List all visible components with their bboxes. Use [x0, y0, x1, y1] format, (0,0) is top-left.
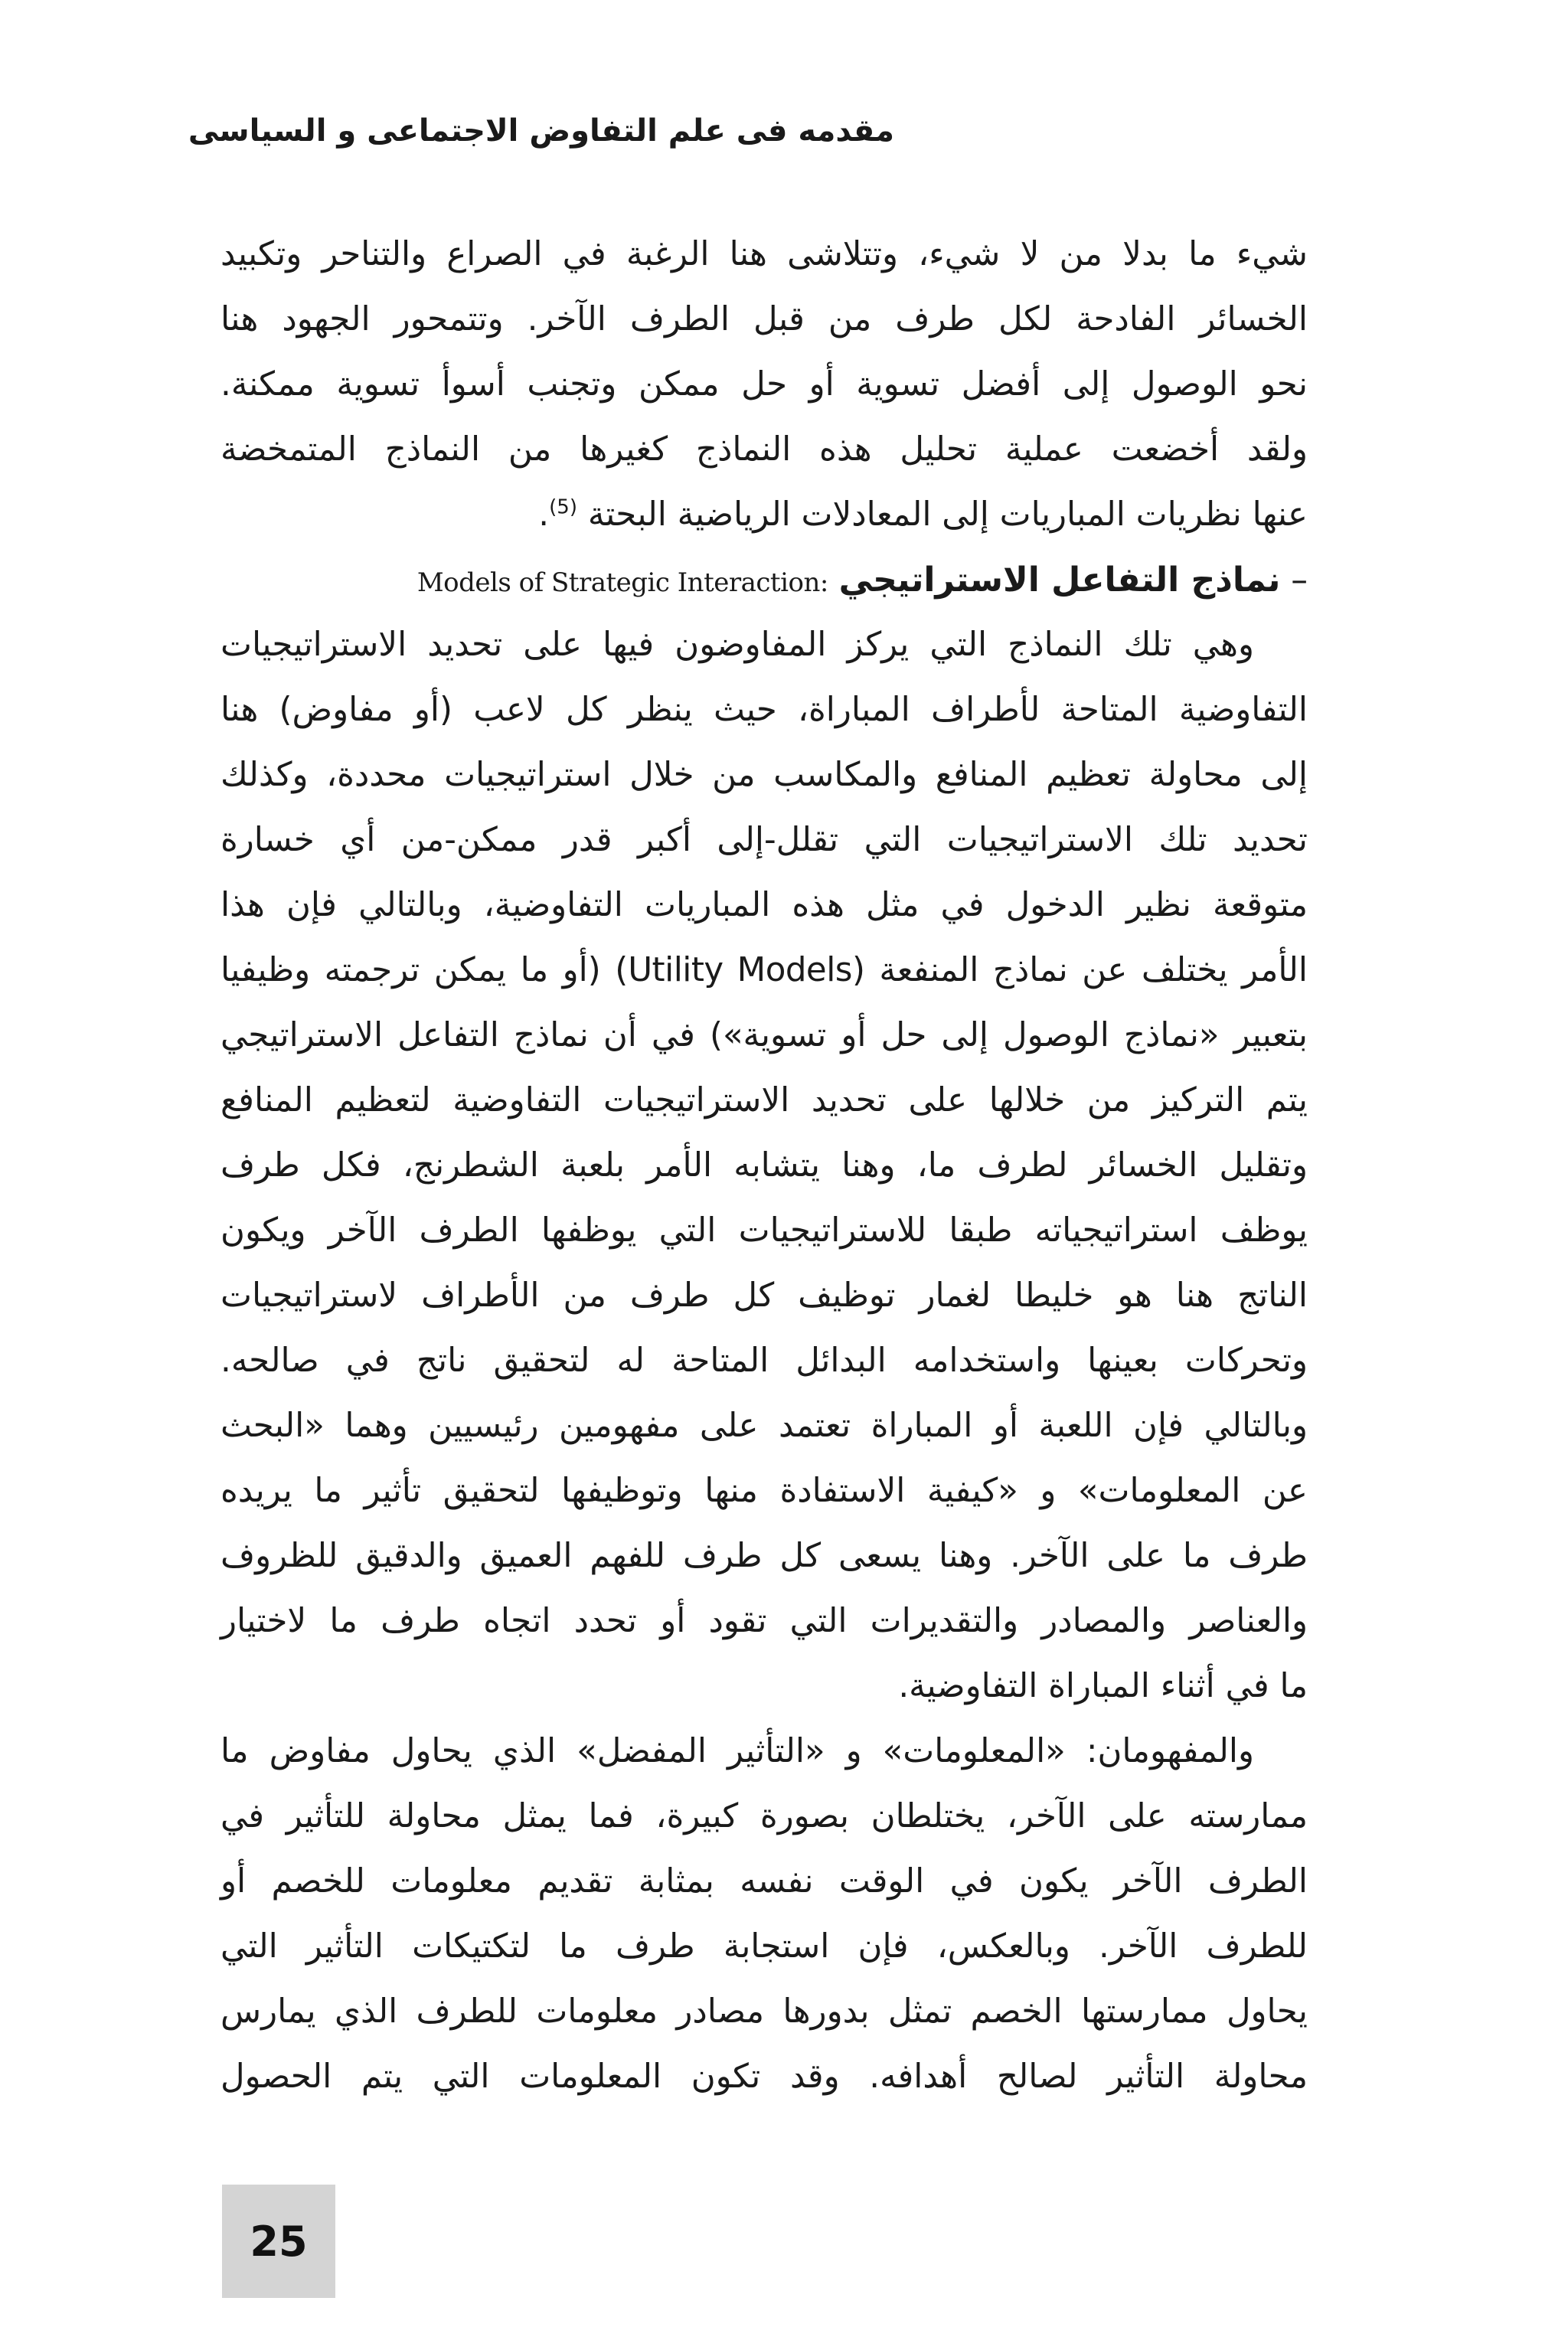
text-line: والعناصر والمصادر والتقديرات التي تقود أو تحدد اتجاه طرف ما لاختيار	[220, 1602, 1308, 1640]
page-number: 25	[250, 2217, 308, 2266]
text-line	[220, 482, 1308, 547]
text-line: متوقعة نظير الدخول في مثل هذه المباريات التفاوضية، وبالتالي فإن هذا	[220, 886, 1308, 924]
text-line: الناتج هنا هو خليطا لغمار توظيف كل طرف من الأطراف لاستراتيجيات	[220, 1276, 1308, 1315]
text-line: للطرف الآخر. وبالعكس، فإن استجابة طرف ما لتكتيكات التأثير التي	[220, 1927, 1308, 1966]
text-line: يتم التركيز من خلالها على تحديد الاستراتيجيات التفاوضية لتعظيم المنافع	[220, 1081, 1308, 1119]
text-line: تحديد تلك الاستراتيجيات التي تقلل-إلى أكبر قدر ممكن-من أي خسارة	[220, 821, 1308, 859]
text-line: وهي تلك النماذج التي يركز المفاوضون فيها على تحديد الاستراتيجيات	[220, 626, 1254, 664]
footnote-reference: (5)	[549, 495, 577, 519]
page-number-box	[222, 2185, 335, 2298]
text-line: بتعبير «نماذج الوصول إلى حل أو تسوية») في أن نماذج التفاعل الاستراتيجي	[220, 1016, 1308, 1054]
text-line: عن المعلومات» و «كيفية الاستفادة منها وتوظيفها لتحقيق تأثير ما يريده	[220, 1472, 1308, 1510]
heading-english: Models of Strategic Interaction:	[416, 567, 828, 598]
text-line: الأمر يختلف عن نماذج المنفعة (Utility Models) (أو ما يمكن ترجمته وظيفيا	[220, 951, 1308, 989]
text-line: طرف ما على الآخر. وهنا يسعى كل طرف للفهم العميق والدقيق للظروف	[220, 1537, 1308, 1575]
text-line: شيء ما بدلا من لا شيء، وتتلاشى هنا الرغبة في الصراع والتناحر وتكبيد	[220, 235, 1308, 273]
text-line: ولقد أخضعت عملية تحليل هذه النماذج كغيرها من النماذج المتمخضة	[220, 430, 1308, 469]
body-text	[220, 222, 1308, 2110]
heading-dash: –	[1291, 561, 1308, 600]
text-line: وبالتالي فإن اللعبة أو المباراة تعتمد على مفهومين رئيسيين وهما «البحث	[220, 1407, 1308, 1445]
text-line: نحو الوصول إلى أفضل تسوية أو حل ممكن وتجنب أسوأ تسوية ممكنة.	[220, 365, 1308, 404]
text-line: محاولة التأثير لصالح أهدافه. وقد تكون المعلومات التي يتم الحصول	[220, 2057, 1308, 2096]
text-line: يحاول ممارستها الخصم تمثل بدورها مصادر معلومات للطرف الذي يمارس	[220, 1992, 1308, 2031]
text-line: الخسائر الفادحة لكل طرف من قبل الطرف الآخر. وتتمحور الجهود هنا	[220, 300, 1308, 338]
sentence-period: .	[538, 495, 550, 534]
text-line: وتقليل الخسائر لطرف ما، وهنا يتشابه الأمر بلعبة الشطرنج، فكل طرف	[220, 1146, 1308, 1185]
text-line: التفاوضية المتاحة لأطراف المباراة، حيث ينظر كل لاعب (أو مفاوض) هنا	[220, 691, 1308, 729]
text-line: ممارسته على الآخر، يختلطان بصورة كبيرة، فما يمثل محاولة للتأثير في	[220, 1797, 1308, 1835]
text-line: يوظف استراتيجياته طبقا للاستراتيجيات التي يوظفها الطرف الآخر ويكون	[220, 1211, 1308, 1250]
running-header: مقدمه فى علم التفاوض الاجتماعى و السياسى	[188, 113, 894, 149]
text-line: ما في أثناء المباراة التفاوضية.	[898, 1667, 1308, 1705]
text-line: الطرف الآخر يكون في الوقت نفسه بمثابة تقديم معلومات للخصم أو	[220, 1862, 1308, 1901]
text-line: وتحركات بعينها واستخدامه البدائل المتاحة له لتحقيق ناتج في صالحه.	[220, 1342, 1308, 1380]
text-fragment: عنها نظريات المباريات إلى المعادلات الرياضية البحتة	[587, 495, 1308, 534]
section-heading	[220, 547, 1308, 613]
text-line: إلى محاولة تعظيم المنافع والمكاسب من خلال استراتيجيات محددة، وكذلك	[220, 756, 1308, 794]
text-line: والمفهومان: «المعلومات» و «التأثير المفضل» الذي يحاول مفاوض ما	[220, 1732, 1254, 1770]
heading-arabic: نماذج التفاعل الاستراتيجي	[838, 561, 1281, 600]
